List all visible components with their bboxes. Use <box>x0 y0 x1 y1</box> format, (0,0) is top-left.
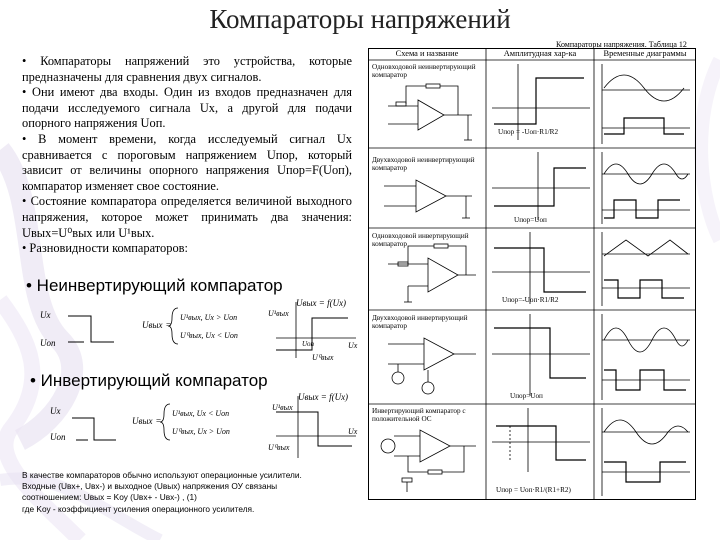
f1-uop-label: Uоп <box>40 338 56 348</box>
row3-amplitude <box>492 232 590 304</box>
f2-uout: Uвых <box>132 416 153 426</box>
note-block <box>22 470 367 515</box>
note-line-2: Входные (Uвх+, Uвх-) и выходное (Uвых) напряжения ОУ связаны <box>22 481 278 492</box>
row4-timing <box>602 314 690 400</box>
bullet-4: • Состояние компаратора определяется величиной выходного напряжения, которое может принимать два значения: Uвых=U⁰вых или U¹вых. <box>22 194 352 240</box>
table-header-schema: Схема и название <box>395 49 459 58</box>
page-title: Компараторы напряжений <box>209 4 511 34</box>
row3-name: Одновходовой инвертирующий компаратор <box>372 232 469 249</box>
f1-uout: Uвых <box>142 320 163 330</box>
f2-graph-title: Uвых = f(Ux) <box>298 392 349 402</box>
row1-timing <box>602 64 690 144</box>
f2-u0: U⁰вых <box>268 443 290 452</box>
row2-amplitude <box>492 152 590 220</box>
f1-ux-label: Ux <box>40 310 51 320</box>
row5-formula: Uпор = Uоп·R1/(R1+R2) <box>496 486 571 494</box>
bullet-2: • Они имеют два входы. Один из входов предназначен для подачи исследуемого сигнала Ux, а другой для подачи опорного напряжения Uоп. <box>22 85 352 131</box>
row4-amplitude <box>492 314 590 396</box>
note-line-1: В качестве компараторов обычно используют операционные усилители. <box>22 470 302 480</box>
f1-u1: U¹вых <box>268 309 289 318</box>
bullet-list <box>22 54 352 257</box>
f1-u0: U⁰вых <box>312 353 334 362</box>
row5-name: Инвертирующий компаратор с положительной ОС <box>372 407 466 424</box>
noninverting-figure <box>36 298 362 366</box>
f2-uop-label: Uоп <box>50 432 66 442</box>
comparator-table <box>368 48 696 500</box>
row5-amplitude <box>492 408 590 472</box>
row2-formula: Uпор=Uоп <box>514 216 547 224</box>
table-header-amplitude: Амплитудная хар-ка <box>503 49 577 58</box>
f2-axis: Ux <box>348 427 358 436</box>
row4-name: Двухвходовой инвертирующий компаратор <box>372 314 468 331</box>
note-line-4: где Kоу - коэффициент усиления операционного усилителя. <box>22 503 255 514</box>
section-noninverting-title: • Неинвертирующий компаратор <box>26 276 283 295</box>
f2-u1: U¹вых <box>272 403 293 412</box>
section-inverting-title: • Инвертирующий компаратор <box>30 371 268 390</box>
f2-case-top: U¹вых, Ux < Uоп <box>172 409 230 418</box>
row3-schematic <box>388 244 476 302</box>
row3-formula: Uпор=-Uоп·R1/R2 <box>502 296 559 304</box>
row4-schematic <box>388 338 476 394</box>
row3-timing <box>602 232 690 306</box>
f1-graph-title: Uвых = f(Ux) <box>296 298 347 308</box>
f2-case-bot: U⁰вых, Ux > Uоп <box>172 427 230 436</box>
row5-timing <box>602 408 690 496</box>
row2-timing <box>602 152 690 224</box>
bullet-5: • Разновидности компараторов: <box>22 241 188 256</box>
bullet-1: • Компараторы напряжений это устройства, которые предназначены для сравнения двух сигналов. <box>22 54 352 84</box>
svg-text:=: = <box>166 320 172 330</box>
inverting-figure <box>36 392 362 464</box>
row4-formula: Uпор=Uоп <box>510 392 543 400</box>
f1-case-bot: U⁰вых, Ux < Uоп <box>180 331 238 340</box>
f2-ux-label: Ux <box>50 406 61 416</box>
svg-text:=: = <box>156 416 162 426</box>
f1-tick: Uоп <box>302 340 315 348</box>
row1-name: Одновходовой неинвертирующий компаратор <box>372 63 476 80</box>
bullet-3: • В момент времени, когда исследуемый сигнал Ux сравнивается с пороговым напряжением Uпор, который зависит от величины опорного напряжения Uпор=F(Uоп), компаратор изменяет свое состояние. <box>22 131 352 193</box>
row1-schematic <box>388 84 472 140</box>
f1-axis: Ux <box>348 341 358 350</box>
note-line-3: соотношением: Uвых = Kоу (Uвх+ - Uвх-) , (1) <box>22 492 197 503</box>
row5-schematic <box>381 430 476 492</box>
row1-formula: Uпор = -Uоп·R1/R2 <box>498 128 559 136</box>
table-header-timing: Временные диаграммы <box>603 49 687 58</box>
row2-schematic <box>384 180 472 218</box>
table-caption: Компараторы напряжения. Таблица 12 <box>556 40 687 49</box>
f1-case-top: U¹вых, Ux > Uоп <box>180 313 238 322</box>
row2-name: Двухвходовой неинвертирующий компаратор <box>372 156 475 173</box>
